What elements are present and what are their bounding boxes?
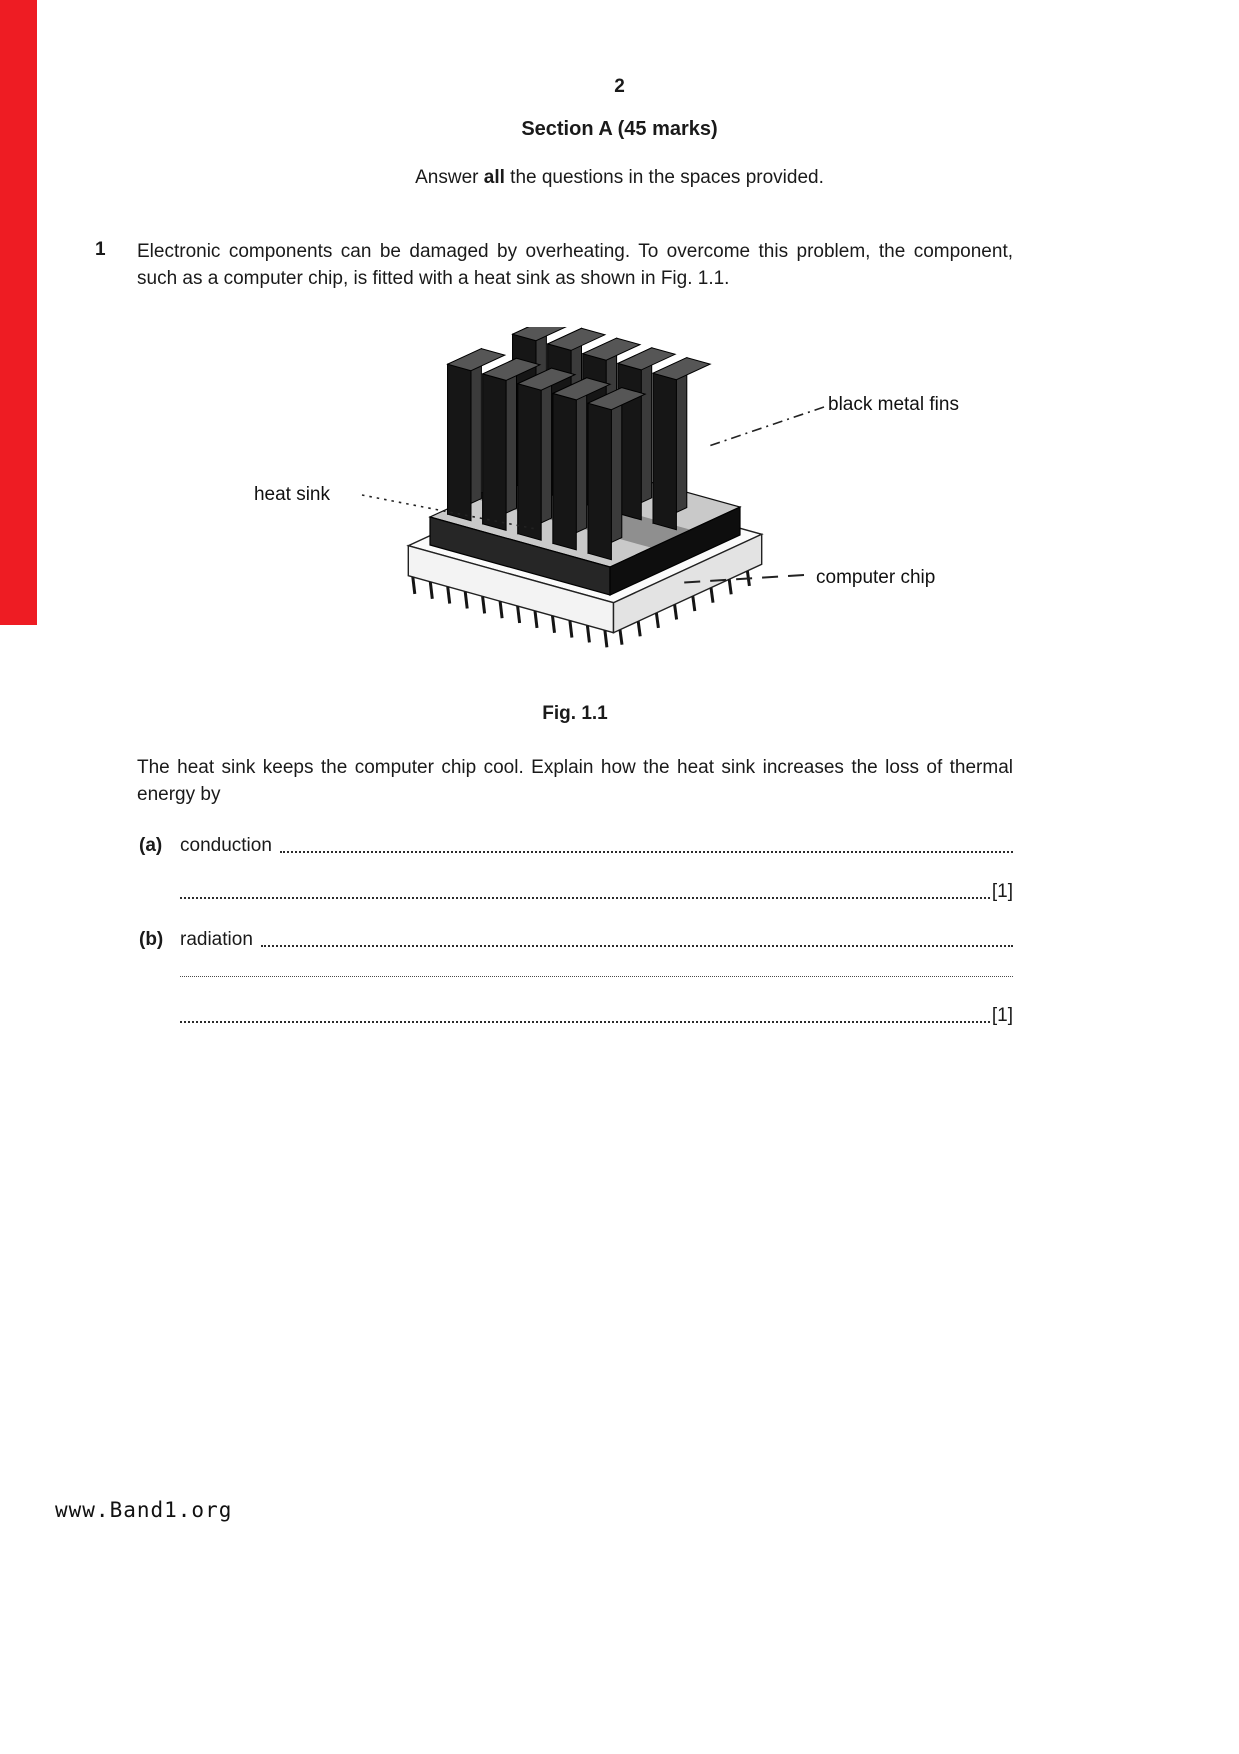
answer-dotted-line [180, 975, 1013, 977]
instruction-line [0, 167, 1239, 189]
part-b-text: radiation [180, 928, 253, 950]
answer-dotted-line [180, 1020, 990, 1023]
figure-caption: Fig. 1.1 [542, 702, 608, 724]
label-heat-sink: heat sink [253, 483, 330, 505]
instruction-bold: all [483, 167, 505, 188]
part-b-answer-line-2 [180, 975, 1013, 981]
question-1 [0, 239, 1239, 293]
heatsink-art [408, 327, 761, 647]
part-b-marks: [1] [991, 1004, 1013, 1026]
page-number: 2 [614, 76, 625, 97]
answer-dotted-line [261, 944, 1013, 947]
part-a-text: conduction [180, 834, 272, 856]
heatsink-figure [0, 327, 1239, 687]
part-b-answer-line-3 [180, 1005, 1013, 1027]
part-b [139, 929, 1013, 951]
fins-leader-line [706, 407, 824, 447]
answer-dotted-line [280, 850, 1013, 853]
question-intro: Electronic components can be damaged by overheating. To overcome this problem, the component, such as a computer chip, is fitted with a heat sink as shown in Fig. 1.1. [137, 241, 1013, 289]
part-a-label: (a) [139, 834, 163, 856]
question-number: 1 [95, 239, 106, 260]
footer-watermark: www.Band1.org [55, 1498, 233, 1522]
section-title: Section A (45 marks) [521, 118, 718, 140]
part-b-label: (b) [139, 928, 164, 950]
label-black-metal-fins: black metal fins [828, 393, 959, 415]
label-computer-chip: computer chip [816, 566, 936, 588]
question-body: The heat sink keeps the computer chip cool. Explain how the heat sink increases the loss of thermal energy by [137, 756, 1013, 805]
part-a [139, 835, 1013, 857]
answer-dotted-line [180, 896, 990, 899]
part-a-marks: [1] [991, 880, 1013, 902]
part-a-answer-line-2 [180, 881, 1013, 903]
instruction-pre: Answer [415, 167, 484, 188]
figure-1-1 [0, 327, 1239, 687]
instruction-post: the questions in the spaces provided. [504, 167, 824, 188]
